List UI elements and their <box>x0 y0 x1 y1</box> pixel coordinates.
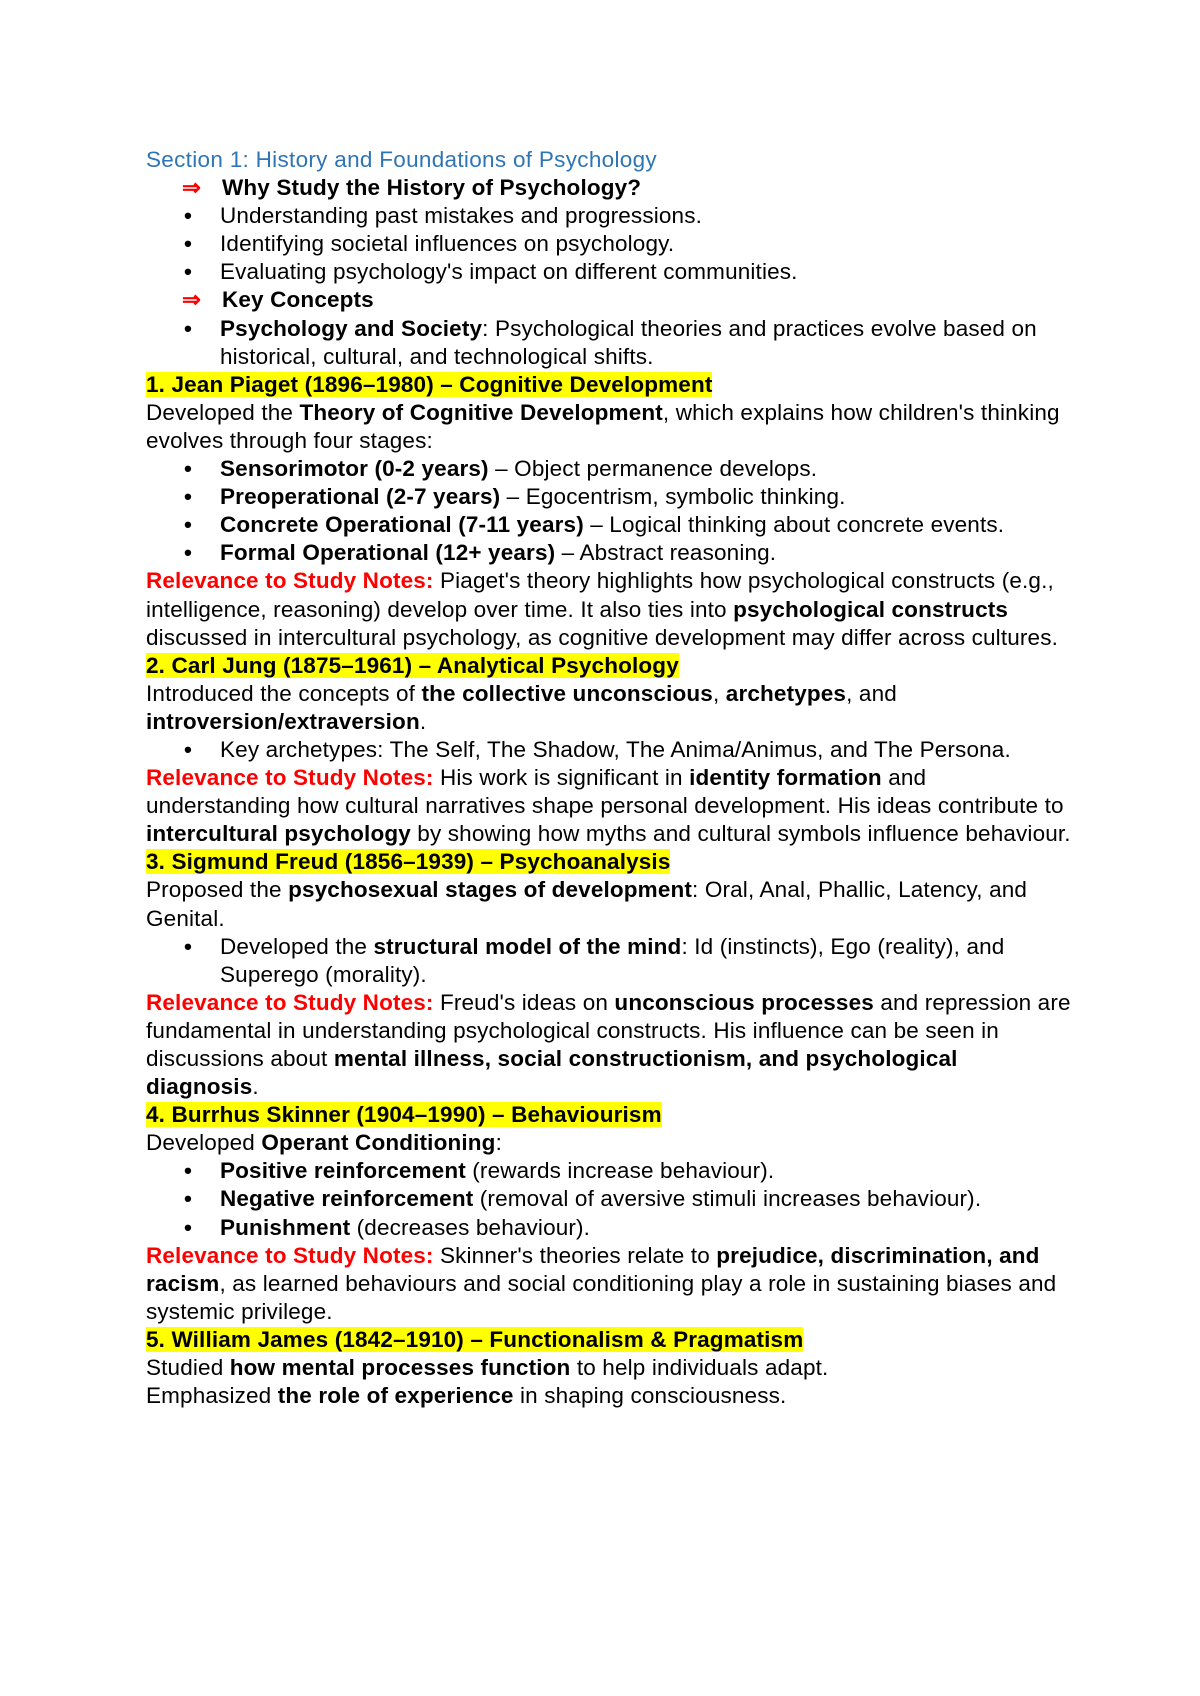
text-run: and understanding how cultural narratives shape personal development. His ideas contribute to <box>146 765 1064 819</box>
text-run: by showing how myths and cultural symbols influence behaviour. <box>410 821 1071 847</box>
list-item <box>146 202 1076 230</box>
text-run-bold: prejudice, discrimination, and racism <box>146 1242 1040 1296</box>
key-concepts-item <box>146 286 1076 314</box>
list-item <box>146 736 1076 764</box>
list-item-text: Evaluating psychology's impact on different communities. <box>220 259 798 285</box>
text-run: in shaping consciousness. <box>513 1383 787 1409</box>
bullet-icon: • <box>184 315 193 341</box>
text-run-bold: psychosexual stages of development <box>288 877 693 903</box>
arrow-icon: ⇒ <box>182 287 202 313</box>
text-run: . <box>419 708 427 734</box>
list-item <box>146 483 1076 511</box>
list-item-term: Psychology and Society <box>220 315 483 341</box>
text-run: : <box>495 1130 502 1156</box>
text-run: . <box>252 1074 259 1100</box>
freud-heading-line <box>146 848 1076 876</box>
list-item-text: Understanding past mistakes and progressions. <box>220 203 703 229</box>
stage-name: Concrete Operational (7-11 years) <box>220 512 584 538</box>
list-item <box>146 1185 1076 1213</box>
stage-desc: – Egocentrism, symbolic thinking. <box>500 484 846 510</box>
text-run: Developed <box>146 1130 262 1156</box>
list-item <box>146 539 1076 567</box>
text-run-bold: intercultural psychology <box>146 821 411 847</box>
list-item <box>146 315 1076 371</box>
text-run: Developed the <box>146 399 300 425</box>
freud-heading: 3. Sigmund Freud (1856–1939) – Psychoanalysis <box>146 849 671 875</box>
why-heading-item <box>146 174 1076 202</box>
james-heading-line <box>146 1326 1076 1354</box>
text-run-bold: the role of experience <box>277 1383 514 1409</box>
text-run: Developed the <box>220 933 374 959</box>
list-item-term: Positive reinforcement <box>220 1158 466 1184</box>
list-item <box>146 258 1076 286</box>
bullet-icon: • <box>184 540 193 566</box>
list-item <box>146 511 1076 539</box>
text-run: Emphasized <box>146 1383 278 1409</box>
text-run: , which explains how children's thinking evolves through four stages: <box>146 399 1060 453</box>
section-title: Section 1: History and Foundations of Psychology <box>146 147 657 172</box>
bullet-icon: • <box>184 203 193 229</box>
bullet-icon: • <box>184 456 193 482</box>
stage-name: Preoperational (2-7 years) <box>220 484 501 510</box>
text-run-bold: Operant Conditioning <box>261 1130 496 1156</box>
text-run: Skinner's theories relate to <box>433 1242 717 1268</box>
list-item-term: Punishment <box>220 1214 351 1240</box>
relevance-label: Relevance to Study Notes: <box>146 568 434 594</box>
skinner-relevance <box>146 1242 1076 1326</box>
document-body <box>146 146 1076 1410</box>
bullet-icon: • <box>184 736 193 762</box>
text-run: Freud's ideas on <box>433 989 615 1015</box>
text-run: , as learned behaviours and social conditioning play a role in sustaining biases and systemic privilege. <box>146 1270 1057 1324</box>
list-item <box>146 1157 1076 1185</box>
list-item <box>146 1214 1076 1242</box>
text-run-bold: Theory of Cognitive Development <box>299 399 663 425</box>
text-run: and repression are fundamental in understanding psychological constructs. His influence can be seen in discussions about <box>146 989 1071 1071</box>
list-item-text: Identifying societal influences on psychology. <box>220 231 675 257</box>
text-run-bold: how mental processes function <box>229 1355 571 1381</box>
relevance-label: Relevance to Study Notes: <box>146 1242 434 1268</box>
piaget-relevance <box>146 567 1076 651</box>
james-line-2 <box>146 1382 1076 1410</box>
text-run: discussed in intercultural psychology, as cognitive development may differ across cultures. <box>146 624 1059 650</box>
text-run-bold: unconscious processes <box>614 989 874 1015</box>
list-item <box>146 455 1076 483</box>
stage-name: Sensorimotor (0-2 years) <box>220 456 489 482</box>
bullet-icon: • <box>184 259 193 285</box>
text-run: , and <box>846 680 897 706</box>
jung-intro <box>146 680 1076 736</box>
stage-desc: – Logical thinking about concrete events. <box>583 512 1005 538</box>
bullet-icon: • <box>184 1186 193 1212</box>
bullet-icon: • <box>184 231 193 257</box>
jung-heading-line <box>146 652 1076 680</box>
list-item-text: (removal of aversive stimuli increases behaviour). <box>473 1186 982 1212</box>
piaget-intro <box>146 399 1076 455</box>
text-run: Piaget's theory highlights how psychological constructs (e.g., intelligence, reasoning) develop over time. It also ties into <box>146 568 1054 622</box>
list-item-text: (rewards increase behaviour). <box>465 1158 775 1184</box>
relevance-label: Relevance to Study Notes: <box>146 989 434 1015</box>
text-run: His work is significant in <box>433 765 690 791</box>
skinner-heading: 4. Burrhus Skinner (1904–1990) – Behaviourism <box>146 1102 662 1128</box>
arrow-icon: ⇒ <box>182 175 202 201</box>
list-item-term: Negative reinforcement <box>220 1186 474 1212</box>
bullet-icon: • <box>184 1214 193 1240</box>
text-run-bold: the collective unconscious <box>421 680 713 706</box>
text-run-bold: archetypes <box>725 680 847 706</box>
relevance-label: Relevance to Study Notes: <box>146 765 434 791</box>
key-concepts-heading: Key Concepts <box>222 287 374 313</box>
freud-relevance <box>146 989 1076 1101</box>
james-heading: 5. William James (1842–1910) – Functionalism & Pragmatism <box>146 1326 804 1352</box>
list-item <box>146 230 1076 258</box>
skinner-intro <box>146 1129 1076 1157</box>
text-run: Studied <box>146 1355 230 1381</box>
bullet-icon: • <box>184 1158 193 1184</box>
list-item-text: : Psychological theories and practices evolve based on historical, cultural, and technological shifts. <box>220 315 1037 369</box>
text-run: to help individuals adapt. <box>570 1355 829 1381</box>
james-line-1 <box>146 1354 1076 1382</box>
freud-intro <box>146 876 1076 932</box>
stage-name: Formal Operational (12+ years) <box>220 540 556 566</box>
piaget-heading-line <box>146 371 1076 399</box>
text-run-bold: mental illness, social constructionism, and psychological diagnosis <box>146 1046 958 1100</box>
list-item-text: (decreases behaviour). <box>350 1214 591 1240</box>
text-run: , <box>712 680 726 706</box>
text-run-bold: identity formation <box>689 765 882 791</box>
piaget-heading: 1. Jean Piaget (1896–1980) – Cognitive Development <box>146 371 713 397</box>
list-item-text: Key archetypes: The Self, The Shadow, The Anima/Animus, and The Persona. <box>220 736 1011 762</box>
bullet-icon: • <box>184 933 193 959</box>
bullet-icon: • <box>184 484 193 510</box>
jung-relevance <box>146 764 1076 848</box>
text-run: Introduced the concepts of <box>146 680 422 706</box>
text-run-bold: introversion/extraversion <box>146 708 420 734</box>
skinner-heading-line <box>146 1101 1076 1129</box>
bullet-icon: • <box>184 512 193 538</box>
text-run: : Oral, Anal, Phallic, Latency, and Genital. <box>146 877 1028 931</box>
stage-desc: – Object permanence develops. <box>488 456 818 482</box>
text-run: Proposed the <box>146 877 289 903</box>
text-run: : Id (instincts), Ego (reality), and Superego (morality). <box>220 933 1005 987</box>
why-heading: Why Study the History of Psychology? <box>222 175 642 201</box>
text-run-bold: structural model of the mind <box>373 933 682 959</box>
jung-heading: 2. Carl Jung (1875–1961) – Analytical Psychology <box>146 652 679 678</box>
list-item <box>146 933 1076 989</box>
text-run-bold: psychological constructs <box>733 596 1009 622</box>
stage-desc: – Abstract reasoning. <box>555 540 777 566</box>
